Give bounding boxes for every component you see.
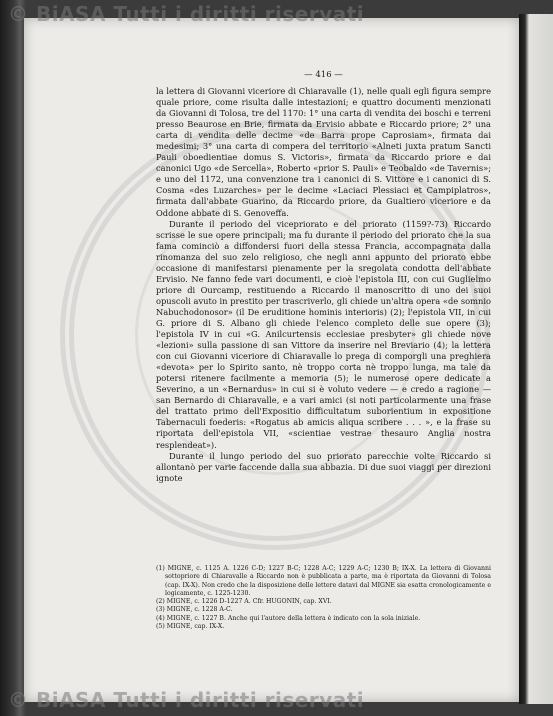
watermark-text-top: © BiASA Tutti i diritti riservati xyxy=(8,2,365,26)
page-number: — 416 — xyxy=(304,70,343,80)
footnote-1: (1) MIGNE, c. 1125 A. 1226 C-D; 1227 B-C; 1228 A-C; 1229 A-C; 1230 B; IX-X. La lettera di Giovanni sottopriore di Chiaravalle a Riccardo non è pubblicata a parte, ma è riportata da Giovanni di Tolosa (cap. IX-X). Non credo che la disposizione delle lettere datavi dal MIGNE sia esatta cronologicamente e logicamente, c. 1225-1230. xyxy=(156,565,491,597)
watermark-text-bottom: © BiASA Tutti i diritti riservati xyxy=(8,688,365,712)
paragraph-2: Durante il periodo del vicepriorato e del priorato (1159?-73) Riccardo scrisse le sue opere principali; ma fu durante il periodo del priorato che la sua fama cominciò a diffondersi fuori della stessa Francia, accompagnata dalla rinomanza del suo zelo religioso, che negli anni appunto del priorato ebbe occasione di manifestarsi pienamente per la sregolata condotta dell'abbate Ervisio. Ne fanno fede vari documenti, e cioè l'epistola III, con cui Guglielmo priore di Ourcamp, restituendo a Riccardo il manoscritto di uno dei suoi opuscoli avuto in prestito per trascriverlo, gli chiede un'altra opera «de somnio Nabuchodonosor» (il De eruditione hominis interioris) (2); l'epistola VII, in cui G. priore di S. Albano gli chiede l'elenco completo delle sue opere (3); l'epistola IV in cui «G. Anilcurtensis ecclesiae presbyter» gli chiede nove «lezioni» sulla passione di san Vittore da inserire nel Breviario (4); la lettera con cui Giovanni viceriore di Chiaravalle lo prega di comporgli una preghiera «devota» per lo Spirito santo, nè troppo corta nè troppo lunga, ma tale da potersi ritenere facilmente a memoria (5); le numerose opere dedicate a Severino, a un «Bernardus» in cui si è voluto vedere — e credo a ragione — san Bernardo di Chiaravalle, e a vari amici (si noti particolarmente una frase del trattato primo dell'Expositio difficultatum suborientium in expositione Tabernaculi foederis: «Rogatus ab amicis aliqua scribere . . . », e la frase su riportata dell'epistola VII, «scientiae vestrae thesauro Anglia nostra resplendeat»). xyxy=(156,218,491,450)
paragraph-3: Durante il lungo periodo del suo priorato parecchie volte Riccardo si allontanò per varie faccende dalla sua abbazia. Di due suoi viaggi per direzioni ignote xyxy=(156,450,491,483)
facing-page-edge xyxy=(519,14,553,704)
paragraph-1: la lettera di Giovanni viceriore di Chiaravalle (1), nelle quali egli figura sempre quale priore, come risulta dalle intestazioni; e quattro documenti menzionati da Giovanni di Tolosa, tre del 1170: 1° una carta di vendita dei boschi e terreni presso Beaurose en Brie, firmata da Ervisio abbate e Riccardo priore; 2° una carta di vendita delle decime «de Barra prope Caprosiam», firmata dai medesimi; 3° una carta di compera del territorio «Alneti juxta pratum Sancti Pauli oboedientiae domus S. Victoris», firmata da Riccardo priore e dai canonici Ugo «de Sercella», Roberto «prior S. Pauli» e Teobaldo «de Tavernis»; e uno del 1172, una convenzione tra i canonici di S. Vittore e i canonici di S. Cosma «des Luzarches» per le decime «Laciaci Plessiaci et Campiplatros», firmata dall'abbate Guarino, da Riccardo priore, da Gualtiero viceriore e da Oddone abbate di S. Genoveffa. xyxy=(156,86,491,218)
footnote-3: (3) MIGNE, c. 1228 A-C. xyxy=(156,606,233,614)
footnotes xyxy=(156,565,491,631)
footnote-4: (4) MIGNE, c. 1227 B. Anche qui l'autore della lettera è indicato con la sola iniziale. xyxy=(156,614,421,622)
footnote-5: (5) MIGNE, cap. IX-X. xyxy=(156,623,225,631)
body-text xyxy=(156,86,491,484)
footnote-2: (2) MIGNE, c. 1226 D-1227 A. Cfr. HUGONIN, cap. XVI. xyxy=(156,598,332,606)
